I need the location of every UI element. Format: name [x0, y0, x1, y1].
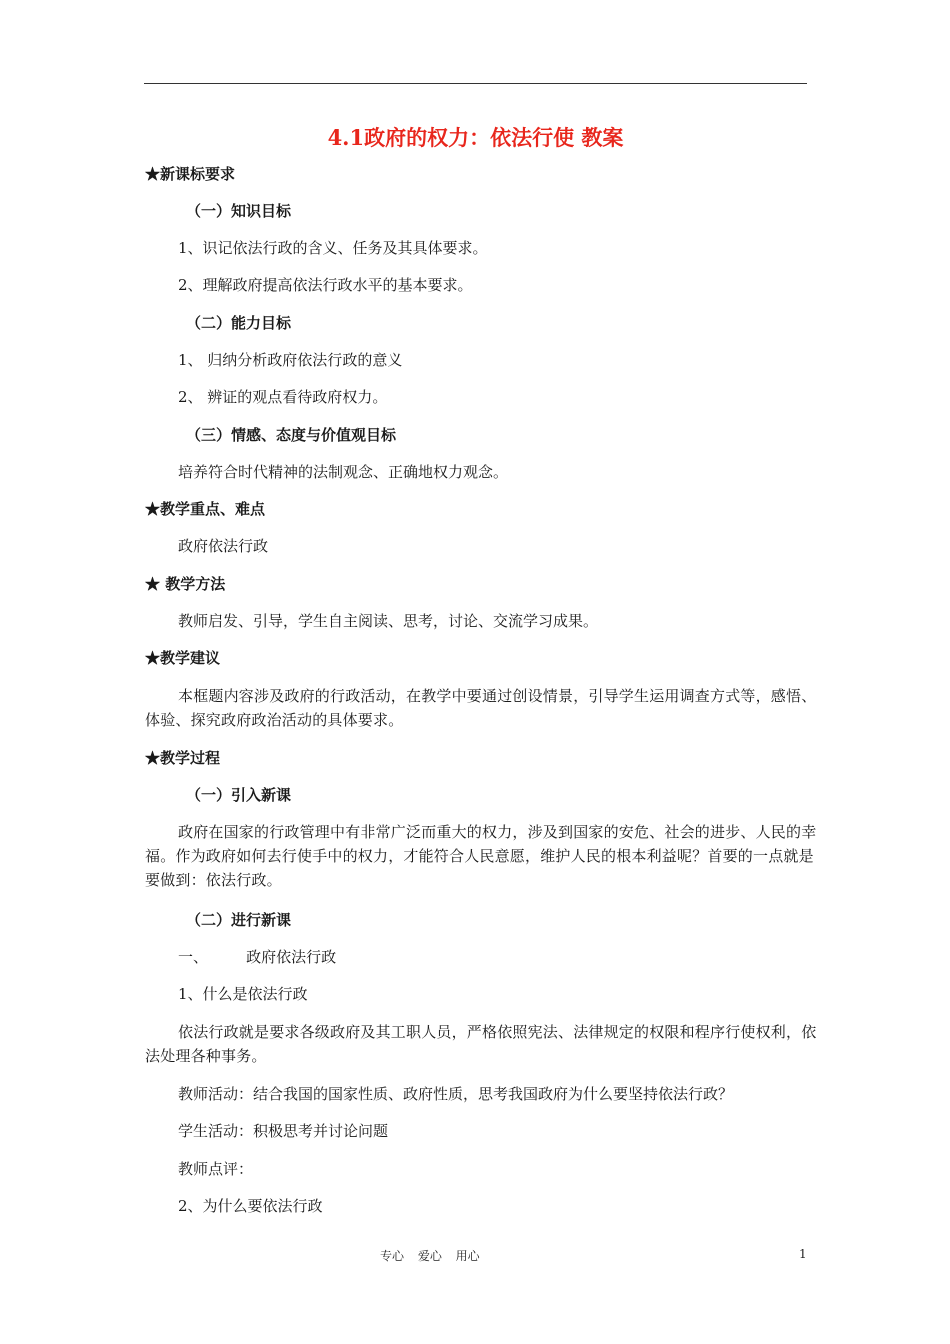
- suggestions-body: 本框题内容涉及政府的行政活动，在教学中要通过创设情景，引导学生运用调查方式等，感悟、体验、探究政府政治活动的具体要求。: [145, 687, 817, 729]
- lesson-definition: 依法行政就是要求各级政府及其工职人员，严格依照宪法、法律规定的权限和程序行使权利，依法处理各种事务。: [145, 1023, 817, 1065]
- section-heading-key-points: ★教学重点、难点: [145, 500, 266, 518]
- intro-body: 政府在国家的行政管理中有非常广泛而重大的权力，涉及到国家的安危、社会的进步、人民的幸福。作为政府如何去行使手中的权力，才能符合人民意愿，维护人民的根本利益呢？首要的一点就是要做到：依法行政。: [145, 823, 817, 889]
- student-activity: 学生活动：积极思考并讨论问题: [178, 1122, 389, 1140]
- section-heading-methods: ★ 教学方法: [145, 575, 226, 593]
- knowledge-item-2: 2、理解政府提高依法行政水平的基本要求。: [178, 276, 473, 294]
- methods-body: 教师启发、引导，学生自主阅读、思考，讨论、交流学习成果。: [178, 612, 599, 630]
- footer-motto: 专心 爱心 用心: [380, 1249, 480, 1263]
- lesson-section-1: 一、 政府依法行政: [178, 948, 337, 966]
- ability-item-1: 1、 归纳分析政府依法行政的意义: [178, 351, 403, 369]
- section-heading-curriculum: ★新课标要求: [145, 165, 236, 183]
- knowledge-item-1: 1、识记依法行政的含义、任务及其具体要求。: [178, 239, 488, 257]
- subheading-new-lesson: （二）进行新课: [186, 911, 292, 929]
- subheading-intro: （一）引入新课: [186, 786, 292, 804]
- subheading-emotion: （三）情感、态度与价值观目标: [186, 426, 397, 444]
- ability-item-2: 2、 辨证的观点看待政府权力。: [178, 388, 388, 406]
- lesson-question-2: 2、为什么要依法行政: [178, 1197, 323, 1215]
- teacher-activity: 教师活动：结合我国的国家性质、政府性质，思考我国政府为什么要坚持依法行政？: [178, 1085, 734, 1103]
- teacher-comment: 教师点评：: [178, 1160, 254, 1178]
- section-heading-process: ★教学过程: [145, 749, 221, 767]
- page-number: 1: [799, 1247, 807, 1261]
- subheading-ability: （二）能力目标: [186, 314, 292, 332]
- header-rule: [144, 83, 807, 84]
- lesson-question-1: 1、什么是依法行政: [178, 985, 308, 1003]
- subheading-knowledge: （一）知识目标: [186, 202, 292, 220]
- emotion-item-1: 培养符合时代精神的法制观念、正确地权力观念。: [178, 463, 509, 481]
- key-points-body: 政府依法行政: [178, 537, 269, 555]
- page-title: 4.1政府的权力：依法行使 教案: [327, 125, 624, 150]
- section-heading-suggestions: ★教学建议: [145, 649, 221, 667]
